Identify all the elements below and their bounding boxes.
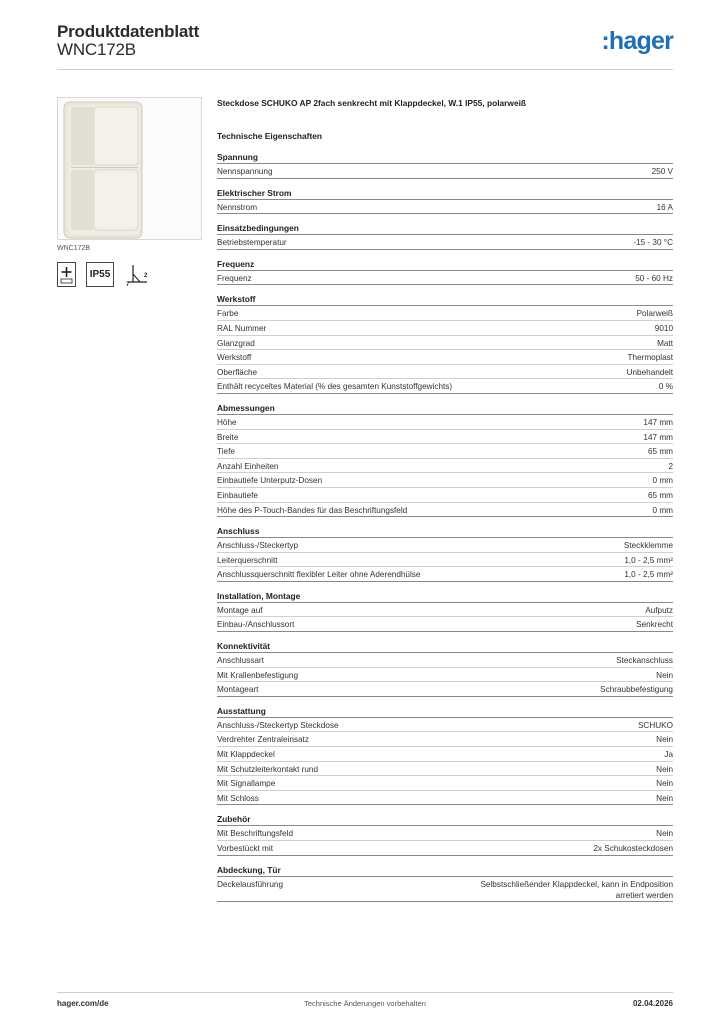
- svg-text:2: 2: [144, 273, 148, 279]
- property-row: [217, 762, 673, 777]
- property-row: [217, 306, 673, 321]
- section-title: Elektrischer Strom: [217, 187, 673, 200]
- property-row: [217, 473, 673, 488]
- property-value: SCHUKO: [637, 720, 673, 730]
- property-value: 65 mm: [647, 447, 673, 457]
- temperature-icon: [124, 262, 152, 287]
- section-title: Anschluss: [217, 525, 673, 538]
- property-row: [217, 350, 673, 365]
- property-value: 147 mm: [643, 432, 673, 442]
- property-section: [217, 640, 673, 697]
- property-value: Matt: [657, 338, 673, 348]
- technical-properties-heading: Technische Eigenschaften: [217, 131, 323, 141]
- property-value: 2: [668, 461, 673, 471]
- property-label: Breite: [217, 432, 239, 442]
- property-label: Oberfläche: [217, 367, 258, 377]
- property-section: [217, 864, 673, 902]
- property-value: 250 V: [651, 167, 673, 176]
- property-section: [217, 187, 673, 215]
- section-title: Spannung: [217, 151, 673, 164]
- property-row: [217, 617, 673, 632]
- property-section: [217, 151, 673, 179]
- image-caption: WNC172B: [57, 245, 91, 252]
- property-value: Ja: [664, 750, 673, 760]
- product-code: WNC172B: [57, 40, 136, 59]
- property-section: [217, 402, 673, 517]
- property-row: [217, 653, 673, 668]
- property-row: [217, 841, 673, 856]
- property-row: [217, 732, 673, 747]
- property-row: [217, 791, 673, 806]
- property-value: Nein: [656, 670, 673, 680]
- property-row: [217, 553, 673, 568]
- property-row: [217, 415, 673, 430]
- property-row: [217, 336, 673, 351]
- hager-logo[interactable]: :hager: [601, 27, 673, 55]
- property-label: Einbautiefe Unterputz-Dosen: [217, 476, 323, 486]
- section-title: Frequenz: [217, 258, 673, 271]
- ip55-badge: IP55: [86, 262, 114, 287]
- property-label: Anschluss-/Steckertyp Steckdose: [217, 720, 339, 730]
- property-section: [217, 293, 673, 394]
- property-label: Farbe: [217, 309, 239, 319]
- property-row: [217, 235, 673, 250]
- property-row: [217, 488, 673, 503]
- property-label: Leiterquerschnitt: [217, 555, 278, 565]
- property-label: Werkstoff: [217, 353, 252, 363]
- property-label: Betriebstemperatur: [217, 238, 287, 248]
- property-value: 1,0 - 2,5 mm²: [624, 570, 673, 580]
- page-header: [57, 18, 673, 70]
- section-title: Zubehör: [217, 813, 673, 826]
- property-row: [217, 365, 673, 380]
- property-row: [217, 379, 673, 394]
- property-label: Enthält recyceltes Material (% des gesamten Kunststoffgewichts): [217, 382, 453, 392]
- property-label: Montage auf: [217, 605, 263, 615]
- property-row: [217, 718, 673, 733]
- document-title: Produktdatenblatt: [57, 22, 200, 41]
- property-label: Vorbestückt mit: [217, 844, 273, 853]
- property-row: [217, 164, 673, 179]
- property-row: [217, 503, 673, 518]
- property-value: Steckklemme: [623, 541, 673, 551]
- property-section: [217, 813, 673, 855]
- property-row: [217, 444, 673, 459]
- product-image: [57, 97, 202, 240]
- property-label: Höhe: [217, 417, 237, 427]
- property-value: 147 mm: [643, 417, 673, 427]
- property-value: Unbehandelt: [626, 367, 673, 377]
- property-value: -15 - 30 °C: [633, 238, 673, 248]
- property-row: [217, 826, 673, 841]
- property-label: Mit Signallampe: [217, 779, 276, 789]
- website-link[interactable]: hager.com/de: [57, 999, 109, 1008]
- property-label: Anschlussart: [217, 656, 264, 666]
- property-label: Tiefe: [217, 447, 235, 457]
- property-section: [217, 590, 673, 632]
- property-label: Montageart: [217, 685, 259, 695]
- property-value: 0 mm: [652, 505, 673, 515]
- property-row: [217, 877, 673, 902]
- property-value: Nein: [656, 764, 673, 774]
- section-title: Werkstoff: [217, 293, 673, 306]
- property-row: [217, 567, 673, 582]
- property-section: [217, 258, 673, 286]
- property-label: Glanzgrad: [217, 338, 255, 348]
- property-value: Steckanschluss: [616, 656, 673, 666]
- disclaimer: Technische Änderungen vorbehalten: [304, 999, 426, 1008]
- property-value: Aufputz: [645, 605, 673, 615]
- property-label: Frequenz: [217, 273, 252, 283]
- certification-badges: [57, 262, 202, 287]
- page-footer: [57, 992, 673, 1012]
- property-label: RAL Nummer: [217, 323, 267, 333]
- property-row: [217, 538, 673, 553]
- property-row: [217, 603, 673, 618]
- property-label: Mit Krallenbefestigung: [217, 670, 299, 680]
- property-label: Nennspannung: [217, 167, 273, 176]
- product-name: Steckdose SCHUKO AP 2fach senkrecht mit Klappdeckel, W.1 IP55, polarweiß: [217, 98, 527, 108]
- property-label: Mit Schloss: [217, 793, 259, 803]
- property-label: Verdrehter Zentraleinsatz: [217, 735, 309, 745]
- property-row: [217, 200, 673, 215]
- section-title: Konnektivität: [217, 640, 673, 653]
- property-value: Nein: [656, 735, 673, 745]
- property-section: [217, 705, 673, 806]
- property-value: 16 A: [656, 202, 673, 212]
- property-value: Nein: [656, 829, 673, 839]
- section-title: Installation, Montage: [217, 590, 673, 603]
- section-title: Abmessungen: [217, 402, 673, 415]
- property-row: [217, 430, 673, 445]
- property-label: Einbau-/Anschlussort: [217, 620, 295, 630]
- property-value: Schraubbefestigung: [600, 685, 673, 695]
- property-section: [217, 525, 673, 582]
- document-date: 02.04.2026: [632, 999, 673, 1008]
- property-label: Einbautiefe: [217, 490, 258, 500]
- property-value: 50 - 60 Hz: [635, 273, 673, 283]
- property-value: 0 %: [658, 382, 673, 392]
- property-row: [217, 682, 673, 697]
- property-label: Anschluss-/Steckertyp: [217, 541, 298, 551]
- section-title: Ausstattung: [217, 705, 673, 718]
- section-title: Abdeckung, Tür: [217, 864, 673, 877]
- property-sections: [217, 151, 673, 902]
- product-sidebar: [57, 97, 202, 287]
- property-value: 1,0 - 2,5 mm²: [624, 555, 673, 565]
- property-label: Höhe des P-Touch-Bandes für das Beschriftungsfeld: [217, 505, 408, 515]
- property-value: Polarweiß: [636, 309, 673, 319]
- property-label: Deckelausführung: [217, 879, 283, 889]
- property-label: Mit Klappdeckel: [217, 750, 275, 760]
- property-row: [217, 668, 673, 683]
- property-value: Selbstschließender Klappdeckel, kann in Endposition arretiert werden: [480, 879, 673, 900]
- property-value: Senkrecht: [636, 620, 673, 630]
- property-value: 65 mm: [647, 490, 673, 500]
- section-title: Einsatzbedingungen: [217, 222, 673, 235]
- property-row: [217, 321, 673, 336]
- property-row: [217, 747, 673, 762]
- property-value: 0 mm: [652, 476, 673, 486]
- svg-text:7: 7: [126, 282, 130, 287]
- property-value: 2x Schukosteckdosen: [593, 844, 673, 853]
- plug-icon: [57, 262, 76, 287]
- property-row: [217, 271, 673, 286]
- property-value: Nein: [656, 779, 673, 789]
- property-label: Mit Schutzleiterkontakt rund: [217, 764, 319, 774]
- property-row: [217, 776, 673, 791]
- property-label: Anzahl Einheiten: [217, 461, 279, 471]
- property-label: Nennstrom: [217, 202, 258, 212]
- property-value: 9010: [654, 323, 673, 333]
- property-label: Mit Beschriftungsfeld: [217, 829, 293, 839]
- property-section: [217, 222, 673, 250]
- property-value: Nein: [656, 793, 673, 803]
- property-value: Thermoplast: [627, 353, 673, 363]
- property-label: Anschlussquerschnitt flexibler Leiter ohne Aderendhülse: [217, 570, 421, 580]
- datasheet-content: [217, 97, 673, 910]
- property-row: [217, 459, 673, 474]
- socket-illustration: [58, 98, 201, 239]
